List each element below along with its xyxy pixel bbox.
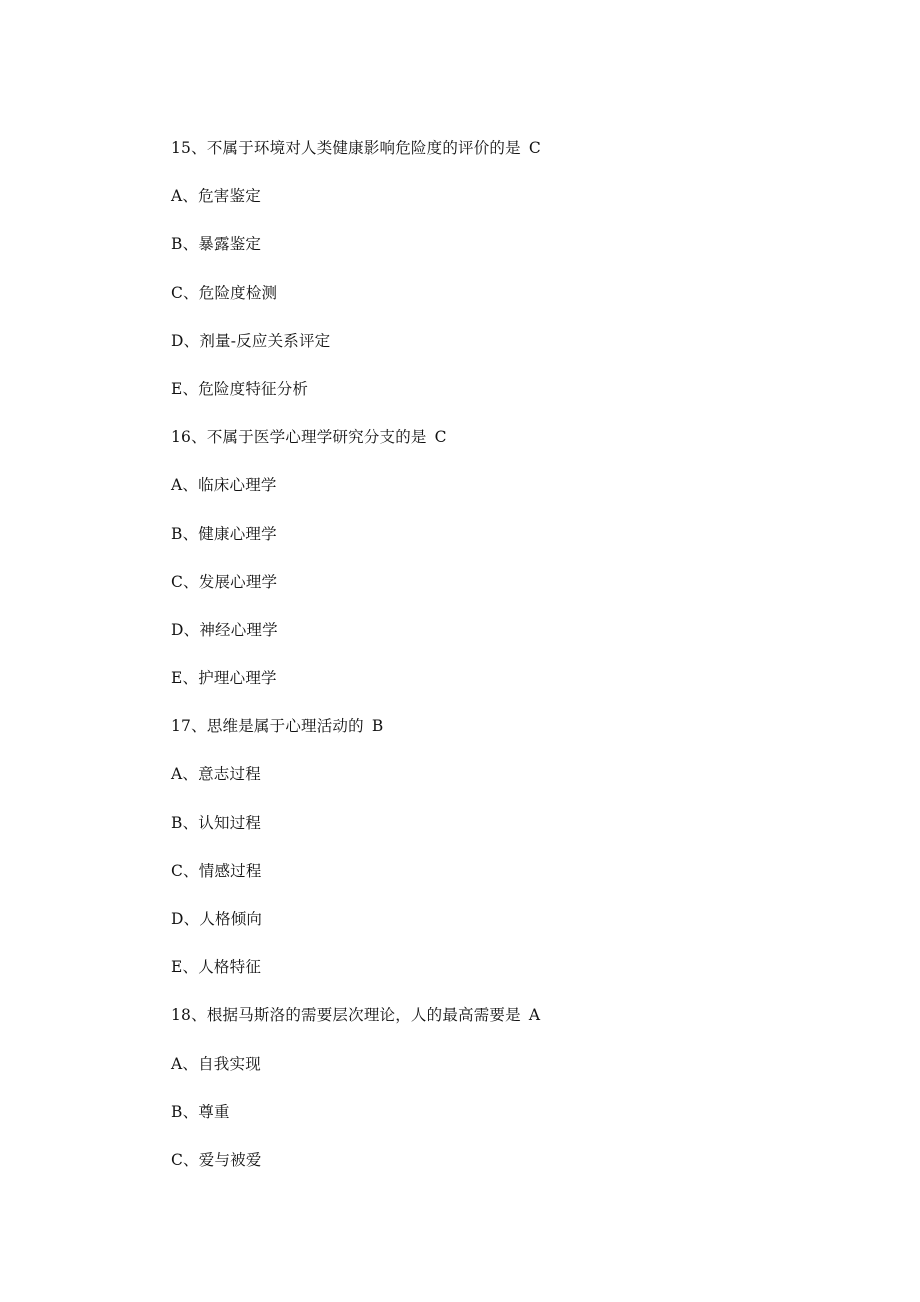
- option-item: D、人格倾向: [171, 910, 263, 928]
- option-item: E、护理心理学: [171, 669, 277, 688]
- option-item: C、危险度检测: [171, 283, 278, 302]
- question-stem: [171, 1003, 871, 1051]
- option-item: C、发展心理学: [171, 572, 278, 591]
- question-text: 17、思维是属于心理活动的: [171, 717, 364, 736]
- option-item: B、暴露鉴定: [171, 235, 262, 254]
- question-text: 16、不属于医学心理学研究分支的是: [171, 428, 427, 447]
- option-item: A、危害鉴定: [171, 187, 261, 206]
- option-item: A、临床心理学: [171, 476, 277, 495]
- option-item: B、认知过程: [171, 813, 262, 832]
- question-stem: [171, 714, 871, 762]
- question-answer: A: [528, 1006, 541, 1025]
- question-text: 15、不属于环境对人类健康影响危险度的评价的是: [171, 139, 521, 157]
- question-answer: C: [528, 139, 541, 157]
- option-item: D、神经心理学: [171, 620, 278, 639]
- question-answer: C: [434, 428, 447, 447]
- option-item: C、爱与被爱: [171, 1150, 262, 1169]
- question-text: 18、根据马斯洛的需要层次理论，人的最高需要是: [171, 1006, 521, 1025]
- option-item: C、情感过程: [171, 861, 262, 880]
- option-item: E、人格特征: [171, 958, 262, 977]
- option-item: D、剂量-反应关系评定: [171, 331, 331, 350]
- option-item: E、危险度特征分析: [171, 379, 309, 398]
- question-answer: B: [371, 717, 384, 736]
- option-item: B、健康心理学: [171, 524, 277, 543]
- question-list: [171, 136, 871, 1196]
- question-stem: [171, 136, 871, 184]
- option-item: A、自我实现: [171, 1054, 261, 1073]
- option-item: A、意志过程: [171, 765, 261, 784]
- option-item: B、尊重: [171, 1102, 230, 1121]
- question-stem: [171, 425, 871, 473]
